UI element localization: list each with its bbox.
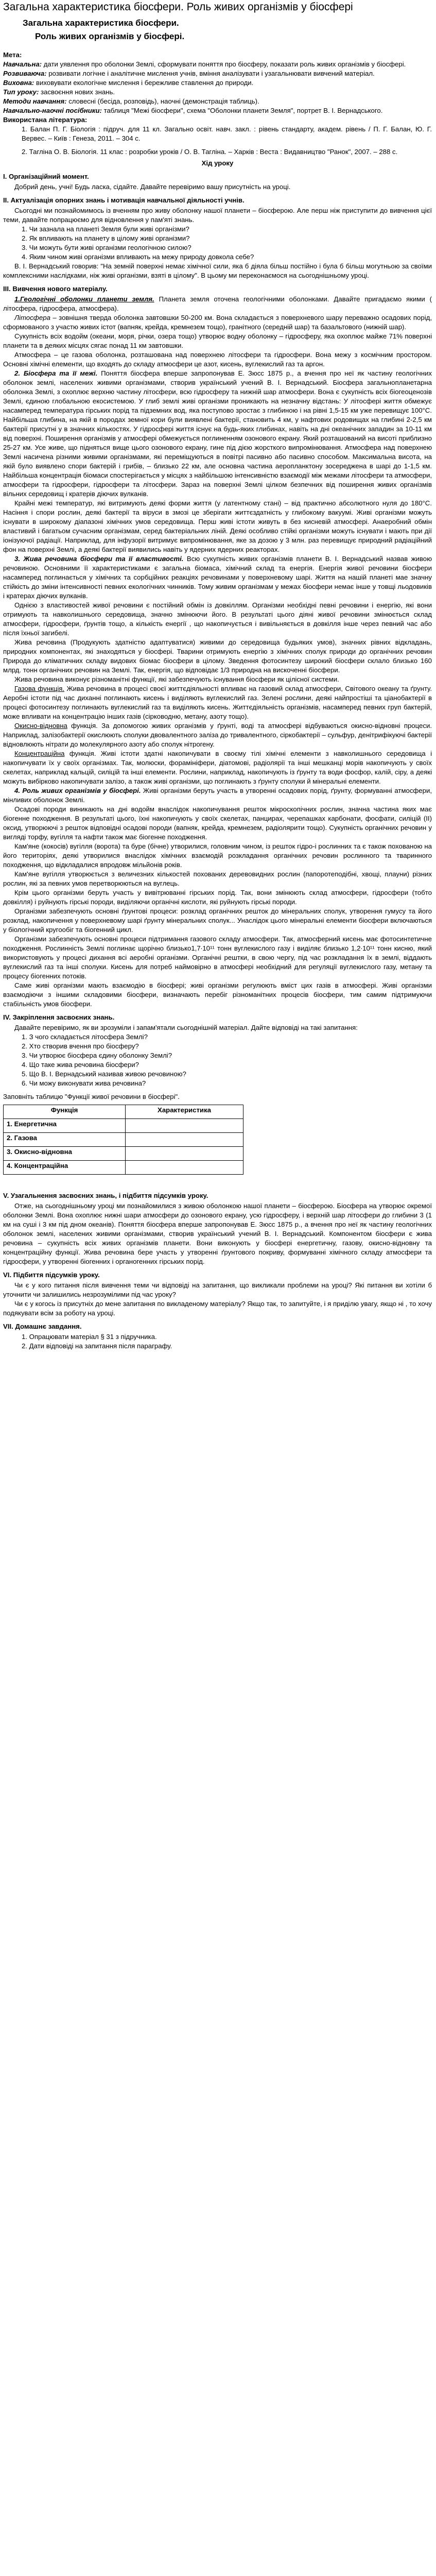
section-4-questions xyxy=(3,1032,432,1088)
atmosphere-paragraph: Атмосфера – це газова оболонка, розташована над поверхнею літосфери та гідросфери. Вона межу з космічним простором. Основні хімічні елементи, що входять до складу атмосфери це азот, кисень, вуглекислий газ та аргон. xyxy=(3,351,432,368)
question-item: 1. Чи зазнала на планеті Земля були живі організми? xyxy=(22,225,189,233)
goals-label: Мета: xyxy=(3,51,22,59)
goal-label: Виховна: xyxy=(3,79,34,87)
table-row xyxy=(4,1147,243,1161)
paragraph-text: функція. За допомогою живих організмів у ґрунті, воді та атмосфері відбуваються окисно-відновні процеси. Наприклад, залізобактерії окислюють сполуки двовалентного заліза до тривалентного, сіркобактерії – сульфур, денітрифікуючі бактерії відновлюють нітрати до молекулярного азоту або сполук нітрогену. xyxy=(3,722,432,748)
homework-list xyxy=(3,1332,432,1351)
document-title: Загальна характеристика біосфери. Роль живих організмів у біосфері xyxy=(3,1,353,13)
paragraph-label: 3. Жива речовина біосфери та її властивості. xyxy=(14,555,184,563)
goal-text: словесні (бесіда, розповідь), наочні (демонстрація таблиць). xyxy=(66,97,259,105)
gas-balance-paragraph: Організми забезпечують основні процеси підтримання газового складу атмосфери. Так, атмосферний кисень має фотосинтетичне походження. Рослинність Землі поглинає щорічно близько1,7∙10¹¹ тонн вуглекислого газу і виділяє близько 1,2∙10¹¹ тонн кисню, який використовують у процесі дихання всі аеробні організми. Органічні рештки, в свою чергу, під час розкладання їх в землі, віддають вуглекислий газ та інші сполуки. Кисень для потреб наймовірно в атмосфері необхідний для регуляції вуглекислого газу, метану та процесу біогенних потоків. xyxy=(3,935,432,980)
paragraph-label: Окисно-відновна xyxy=(14,722,67,730)
question-item: 3. Чи утворює біосфера єдину оболонку Землі? xyxy=(22,1052,172,1059)
table-row xyxy=(4,1119,243,1133)
goal-text: виховувати екологічне мислення і бережливе ставлення до природи. xyxy=(34,79,254,87)
section-2-text: Сьогодні ми познайомимось із вченням про живу оболонку нашої планети – біосферою. Але перш ніж приступити до вивчення цієї теми, давайте попрацюємо для відновлення у пам'яті знань. xyxy=(3,207,432,224)
table-cell-empty[interactable] xyxy=(126,1133,243,1147)
temperature-limits-paragraph: Крайні межі температур, які витримують деякі форми життя (у латентному стані) – від практично абсолютного нуля до 180°С. Насіння і спори рослин, деякі бактерії та віруси в змозі це зберігати життєздатність у глибокому вакуумі. Живі організми можуть існувати в широкому діапазоні хімічних умов середовища. Перш живі істоти живуть в без кисневій атмосфері. Анаеробний обмін властивий і багатьом сучасним організмам, серед бактеріальних ліній. Деякі особливо стійкі організми можуть існувати і мають при дії іонізуючої радіації. Наприклад, для інфузорії витримує випромінювання, яке за дозою у 3 млн. раз перевищує природний радіаційний фон на поверхні Землі, а деякі бактерії виявились навіть у ядерних ядерних реакторах. xyxy=(3,499,432,553)
section-6-title: VI. Підбиття підсумків уроку. xyxy=(3,1271,100,1279)
homework-item: 1. Опрацювати матеріал § 31 з підручника. xyxy=(22,1333,157,1341)
section-5-title: V. Узагальнення засвоєних знань, і підбиття підсумків уроку. xyxy=(3,1192,208,1199)
course-title: Хід уроку xyxy=(201,159,234,167)
question-item: 5. Що В. І. Вернадський називав живою речовиною? xyxy=(22,1070,186,1078)
question-item: 2. Хто створив вчення про біосферу? xyxy=(22,1042,139,1050)
paragraph-text: Планета земля оточена геологічними оболонками. Давайте пригадаємо якими ( літосфера, гідросфера, атмосфера). xyxy=(3,295,432,312)
soil-paragraph: Організми забезпечують основні ґрунтові процеси: розклад органічних решток до мінеральних сполук, утворення гумусу та його розклад, накопичення у поверхневому шарі ґрунту мінеральних сполук... Унаслідок цього мінеральні елементи біосфери включаються у біологічний кругообіг та біогенний цикл. xyxy=(3,907,432,934)
goal-item xyxy=(3,78,432,88)
literature-item: 1. Балан П. Г. Біологія : підруч. для 11 кл. Загальнo освіт. навч. закл. : рівень стандарту, академ. рівень / П. Г. Балан, Ю. Г. Вервес. – Київ : Генеза, 2011. – 304 с. xyxy=(22,125,432,142)
stability-paragraph: Саме живі організми мають взаємодію в біосфері; живі організми регулюють вміст цих газів в атмосфері. Живі організми взаємодіючи з іншими складовими біосфери, визначають перебіг різноманітних процесів біосфери, тим самим підтримуючи стабільність умов біосфери. xyxy=(3,981,432,1008)
goal-item xyxy=(3,88,432,97)
redox-function-paragraph xyxy=(3,721,432,749)
question-item: 6. Чи можу виконувати жива речовина? xyxy=(22,1079,146,1087)
table-header-cell: Характеристика xyxy=(126,1105,243,1119)
literature-list xyxy=(3,125,432,157)
question-item: 4. Яким чином живі організми впливають на межу природу довкола себе? xyxy=(22,253,254,261)
goal-label: Навчально-наочні посібники: xyxy=(3,107,102,114)
sedimentary-paragraph: Осадові породи виникають на дні водойм внаслідок накопичування решток мікроскопічних рослин, значна частина яких має біогенне походження. В результаті цього, їхні накопичують у своїх скелетах, панцирах, черепашках карбонати, фосфати, силіцій (ІІ) оксид, утворюючі з решток відповідні осадові породи (вапняк, крейда, кремнезем, радіолярити тощо). Сукупність органічних речовин у вигляді торфу, вугілля та нафти також має біогенне походження. xyxy=(3,805,432,841)
goals-list xyxy=(3,60,432,115)
goal-text: таблиця "Межі біосфери", схема "Оболонки планети Земля", портрет В. І. Вернадського. xyxy=(101,107,383,114)
paragraph-label: 1.Геологічні оболонки планети земля. xyxy=(14,295,154,303)
section-4-title: IV. Закріплення засвоєних знань. xyxy=(3,1013,115,1021)
table-row xyxy=(4,1133,243,1147)
living-matter-paragraph xyxy=(3,554,432,601)
gas-function-paragraph xyxy=(3,684,432,721)
hydrosphere-paragraph: Сукупність всіх водойм (океани, моря, річки, озера тощо) утворює водну оболонку – гідросферу, яка охоплює майже 71% поверхні планети та в деяких місцях сягає понад 11 км завтовшки. xyxy=(3,332,432,349)
table-cell-empty[interactable] xyxy=(126,1147,243,1161)
goal-label: Навчальна: xyxy=(3,60,42,68)
section-2-questions xyxy=(3,225,432,262)
section-2-title: ІІ. Актуалізація опорних знань і мотивація навчальної діяльності учнів. xyxy=(3,196,245,204)
table-cell-empty[interactable] xyxy=(126,1119,243,1133)
section-1-text: Добрий день, учні! Будь ласка, сідайте. Давайте перевіримо вашу присутність на уроці. xyxy=(14,183,291,191)
question-item: 4. Що таке жива речовина біосфери? xyxy=(22,1061,139,1069)
table-header-row xyxy=(4,1105,243,1119)
goal-item xyxy=(3,60,432,69)
goal-text: засвоєння нових знань. xyxy=(39,88,115,96)
paragraph-label: Газова функція. xyxy=(14,685,65,692)
section-7-title: VII. Домашнє завдання. xyxy=(3,1323,82,1330)
functions-table xyxy=(3,1105,243,1175)
goal-text: дати уявлення про оболонки Землі, сформувати поняття про біосферу, показати роль живих організмів у біосфері. xyxy=(42,60,406,68)
paragraph-text: – зовнішня тверда оболонка завтовшки 50-200 км. Вона складається з поверхневого шару переважно осадових порід, сформованого з участю живих істот (вапняк, крейда, кремнезем тощо), гранітного (середній шар) та базальтового (нижній шар). xyxy=(3,314,432,331)
literature-item: 2. Тагліна О. В. Біологія. 11 клас : розробки уроків / О. В. Тагліна. – Харків : Веста : Видавництво "Ранок", 2007. – 288 с. xyxy=(22,148,398,156)
goal-label: Тип уроку: xyxy=(3,88,39,96)
goal-text: розвивати логічне і аналітичне мислення учнів, вміння аналізувати і узагальнювати вивчений матеріал. xyxy=(46,70,375,77)
biosphere-limits-paragraph xyxy=(3,369,432,499)
table-cell: 2. Газова xyxy=(4,1133,126,1147)
section-6-text-2: Чи є у когось із присутніх до мене запитання по викладеному матеріалу? Якщо так, то запитуйте, і я приділю увагу, якщо ні , то хочу подякувати всім за роботу на уроці. xyxy=(3,1300,432,1317)
table-cell: 3. Окисно-відновна xyxy=(4,1147,126,1161)
exchange-paragraph: Однією з властивостей живої речовини є постійний обмін із довкіллям. Організми необхідні певні речовини і енергію, які вони отримують та навколишнього середовища, значно змінюючи його. В результаті цього діяні живої речовини змінюється склад атмосфери, гідросфери, ґрунтів тощо, а кількість енергії , що накопичується і вивільняється в довкілля інше через певний час або після їхньої загибелі. xyxy=(3,601,432,637)
goal-label: Методи навчання: xyxy=(3,97,67,105)
section-2-after: В. І. Вернадський говорив: "На земній поверхні немає хімічної сили, яка б діяла більш постійно і була б більш могутньою за своїми комплексними наслідками, ніж живі організми, взяті в цілому". В цьому ми переконаємося на сьогоднішньому уроці. xyxy=(3,262,432,279)
weathering-paragraph: Крім цього організми беруть участь у вивітрюванні гірських порід. Так, вони змінюють склад атмосфери, гідросфери (тобто довкілля) і руйнують гірські породи, виділяючи органічні кислоти, які руйнують гірські породи. xyxy=(3,889,432,906)
section-1-title: І. Організаційний момент. xyxy=(3,173,89,180)
goal-item xyxy=(3,106,432,115)
paragraph-label: 4. Роль живих організмів у біосфері. xyxy=(14,787,141,794)
table-cell-empty[interactable] xyxy=(126,1161,243,1175)
question-item: 2. Як впливають на планету в цілому живі організми? xyxy=(22,234,190,242)
paragraph-text: функція. Живі істоти здатні накопичувати в своєму тілі хімічні елементи з навколишнього середовища і накопичувати їх у своїх організмах. Так, молюски, форамініфери, діатомові, радіолярії та інші мешканці морів накопичують у своїх скелетах, наприклад кальцій, силіцій та інші елементи. Рослини, наприклад, накопичують із ґрунту та води фосфор, калій, сіру, а деякі можуть вибірково накопичувати залізо, а також живі організми, що поглинають з ґрунту сполуки й мінеральні елементи. xyxy=(3,750,432,785)
goal-item xyxy=(3,97,432,106)
concentration-function-paragraph xyxy=(3,749,432,786)
geological-shells-paragraph xyxy=(3,295,432,313)
table-cell: 4. Концентраційна xyxy=(4,1161,126,1175)
energy-paragraph: Жива речовина (Продукують здатністю адаптуватися) живими до середовища будьяких умов), значних рівних відкладань, природних компонентах, які знаходяться у біосфері. Тварини отримують енергію з хімічних сполук природи до органічних речовин Природа до кліматичних складу видових біомас біосфери в цілому. Зведення фотосинтезу широкий біосфери склало близько 160 млрд. тонн органічних речовин на Землі. Так, енергія, що відповідає 1/3 природна на вискоченні біосфери. xyxy=(3,638,432,674)
lesson-heading-line2: Роль живих організмів у біосфері. xyxy=(35,31,185,41)
lesson-heading-line1: Загальна характеристика біосфери. xyxy=(23,18,179,28)
coal-paragraph: Кам'яне (кокосів) вугілля (ворота) та буре (бічне) утворилися, головним чином, із решток гідро-і рослинних та є також похованою на його територіях, деякі утворилися внаслідок хімічних взаємодій розкладання органічних речовин рослинного та тваринного походження, що відкладалися впродовж мільйонів років. xyxy=(3,842,432,869)
functions-intro-paragraph: Жива речовина виконує різноманітні функції, які забезпечують існування біосфери як цілісної системи. xyxy=(14,675,339,683)
question-item: 1. З чого складається літосфера Землі? xyxy=(22,1033,148,1041)
paragraph-text: Живі організми беруть участь в утворенні осадових порід, ґрунту, формуванні атмосфери, мінливих оболонок Землі. xyxy=(3,787,432,804)
table-row xyxy=(4,1161,243,1175)
paragraph-text: Жива речовина в процесі своєї життєдіяльності впливає на газовий склад атмосфери, Світового океану та ґрунту. Аеробні істоти під час диханні поглинають кисень і виділяють вуглекислий газ. Зелені рослини, деякі найпростіші та ціанобактерії в процесі фотосинтезу поглинають вуглекислий газ та виділяють кисень. Життєдіяльність організмів, насамперед певних груп бактерій, може впливати на концентрацію інших газів (сірководню, метану, азоту тощо). xyxy=(3,685,432,720)
section-4-text: Давайте перевіримо, як ви зрозуміли і запам'ятали сьогоднішній матеріал. Дайте відповіді на такі запитання: xyxy=(14,1024,358,1031)
paragraph-label: 2. Біосфера та її межі. xyxy=(14,369,98,377)
goal-item xyxy=(3,69,432,78)
paragraph-label: Концентраційна xyxy=(14,750,65,757)
organisms-role-paragraph xyxy=(3,786,432,805)
lithosphere-paragraph xyxy=(3,313,432,332)
table-header-cell: Функція xyxy=(4,1105,126,1119)
section-5-text: Отже, на сьогоднішньому уроці ми познайомилися з живою оболонкою нашої планети – біосферою. Біосфера на утворює окремої оболонки Землі. Вона охоплює нижні шари атмосфери до озонового екрану, усю гідросферу, і верхній шар літосфери до глибини 3 (1 км на суші і 3 км під дном океанів). Поняття біосфера вперше запропонував Е. Зюсс 1875 р., а вчення про неї як частину геологічних оболонок землі, населених живими організмами, створив український учений В. І. Вернадський. Компонентом біосфери є жива речовина – сукупність всіх живих організмів планети. Вони виконують у біосфері енергетичну, газову, окисно-відновну та концентраційну функції. Жива речовина бере участь у утворенні ґрунтового покриву, формуванні хімічного складу атмосфери та гідросфери, у утворенні біогенних і органогенних гірських порід. xyxy=(3,1202,432,1265)
table-cell: 1. Енергетична xyxy=(4,1119,126,1133)
paragraph-text: Поняття біосфера вперше запропонував Е. Зюсс 1875 р., а вчення про неї як частину геологічних оболонок землі, населених живими організмами, створив український учений В. І. Вернадський. Біосфера загальнопланетарна оболонка Землі, з охоплює верхню частину літосфери, всю гідросферу та нижній шар атмосфери. Вона є сукупність всіх біогеоценозів Землі, єдиною глобальною екосистемою. У глиб землі живі організми проникають на незначну відстань: У літосфері життя обмежує насамперед температура гірських порід та підземних вод, яка поступово зростає з глибиною і на рівні 1,5-15 км уже перевищує 100°С. Найбільша глибина, на якій в породах земної кори були виявлені бактерії, становить 4 км, у нафтових родовищах на глибині 2-2,5 км бактерії присутні у в значних кількостях. У гідросфері життя існує на будь-яких глибинах, навіть на дні океанічних западин за 10-11 км від поверхні. Поширення організмів у атмосфері обмежується поглиненням озонового екрану. Який розташований на висоті приблизно 25-27 км. Усе живе, що підняться вище цього озонового екрану, гине під дією жорсткого випромінювання. Атмосфера над поверхнею Землі насичена різними живими організмами, які переміщуються в повітрі пасивно або пасивно способом. Максимальна висота, на якій було виявлено спори бактерій і грибів, – близько 22 км, але основна частина аеропланктону зосереджена в шарі до 1-1,5 км. Найбільша концентрація біомаси спостерігається у місцях з найбільшою інтенсивністю взаємодії між межами літосфери та атмосфери, атмосфери та гідросфери, гідросфери та літосфери. Зараз на поверхні Землі цілком безпечних від поширення живих організмів вільних середовищ і кратерів діючих вулканів. xyxy=(3,369,432,498)
section-6-text: Чи є у кого питання після вивчення теми чи відповіді на запитання, що викликали проблеми на уроці? Які питання ви хотіли б уточнити чи залишились незрозумілими під час уроку? xyxy=(3,1281,432,1298)
paragraph-text: Всю сукупність живих організмів планети В. І. Вернадський назвав живою речовиною. Основними її характеристиками є загальна біомаса, хімічний склад та енергія. Енергія живої речовини біосфери насамперед поглинається у хімічних та сорбційних реакціях речовинами у поверхневому шарі. Життя на нашій планеті мае значну стійкість до зміни інтенсивності певних екологічних чинників. Тому живим організмам у межах біосфери немає інше у товщі льодовиків і кратерах діючих вулканів. xyxy=(3,555,432,600)
coal-origin-paragraph: Кам'яне вугілля утворюється з величезних кількостей похованих деревовидних рослин (папоротеподібні, хвощі, плауни) різних рослин, які за певних умов перетворюються на вуглець. xyxy=(3,870,432,887)
section-3-title: ІІІ. Вивчення нового матеріалу. xyxy=(3,285,108,293)
literature-label: Використана література: xyxy=(3,116,88,124)
question-item: 3. Чи можуть бути живі організми геологічною силою? xyxy=(22,244,191,251)
paragraph-label: Літосфера xyxy=(14,314,50,321)
goal-label: Розвиваюча: xyxy=(3,70,47,77)
table-intro: Заповніть таблицю "Функції живої речовини в біосфері". xyxy=(3,1093,180,1100)
homework-item: 2. Дати відповіді на запитання після параграфу. xyxy=(22,1342,172,1350)
